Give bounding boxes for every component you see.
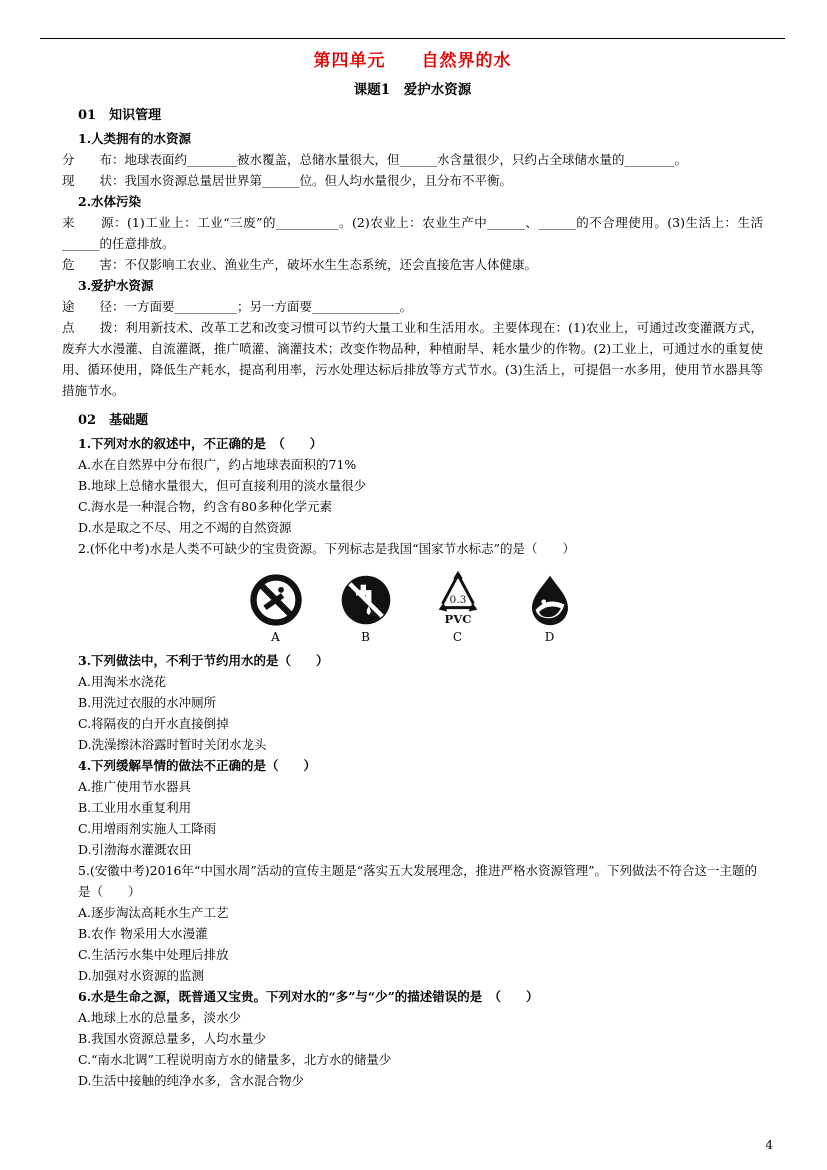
no-smoking-prohibition-icon xyxy=(249,573,303,627)
question-4-option-c: C.用增雨剂实施人工降雨 xyxy=(78,821,217,836)
section-02-heading: 02 基础题 xyxy=(78,413,149,428)
logo-option-label-a: A xyxy=(271,630,280,644)
lesson-title: 课题1 爱护水资源 xyxy=(353,82,472,98)
question-1-option-a: A.水在自然界中分布很广，约占地球表面积的71% xyxy=(78,457,357,472)
line-source: 来 源：(1)工业上：工业“三废”的__________。(2)农业上：农业生产中______、______的不合理使用。(3)生活上：生活______的任意排放。 xyxy=(62,215,763,251)
question-4-option-d: D.引渤海水灌溉农田 xyxy=(78,842,192,857)
question-3-option-a: A.用淘米水浇花 xyxy=(78,674,167,689)
question-4-stem: 4.下列缓解旱情的做法不正确的是（ ） xyxy=(78,758,317,773)
item-3-title: 3.爱护水资源 xyxy=(78,278,154,293)
question-6-stem: 6.水是生命之源，既普通又宝贵。下列对水的“多”与“少”的描述错误的是 （ ） xyxy=(78,989,539,1004)
logo-option-label-b: B xyxy=(361,630,370,644)
question-4-option-a: A.推广使用节水器具 xyxy=(78,779,192,794)
section-01-heading: 01 知识管理 xyxy=(78,108,162,123)
recycle-material-text: PVC xyxy=(444,612,471,627)
logo-options-row xyxy=(62,567,763,644)
logo-option-b xyxy=(339,573,393,644)
question-6-option-a: A.地球上水的总量多，淡水少 xyxy=(78,1010,242,1025)
logo-option-d xyxy=(523,573,577,644)
question-3-option-d: D.洗澡擦沐浴露时暂时关闭水龙头 xyxy=(78,737,267,752)
question-5-option-c: C.生活污水集中处理后排放 xyxy=(78,947,229,962)
item-2-title: 2.水体污染 xyxy=(78,194,142,209)
no-drinking-water-prohibition-icon xyxy=(339,573,393,627)
top-rule xyxy=(40,38,785,39)
question-3-stem: 3.下列做法中，不利于节约用水的是（ ） xyxy=(78,653,329,668)
national-water-saving-logo-icon xyxy=(523,573,577,627)
unit-title: 第四单元 自然界的水 xyxy=(313,51,512,71)
line-tips: 点 拨：利用新技术、改革工艺和改变习惯可以节约大量工业和生活用水。主要体现在：(1)农业上，可通过改变灌溉方式，废弃大水漫灌、自流灌溉，推广喷灌、滴灌技术；改变作物品种，种植耐旱、耗水量少的作物。(2)工业上，可通过水的重复使用、循环使用，降低生产耗水，提高利用率，污水处理达标后排放等方式节水。(3)生活上，可提倡一水多用，使用节水器具等措施节水。 xyxy=(62,320,763,398)
question-5-option-d: D.加强对水资源的监测 xyxy=(78,968,205,983)
question-6-option-c: C.“南水北调”工程说明南方水的储量多，北方水的储量少 xyxy=(78,1052,392,1067)
recycle-number-text: 0.3 xyxy=(449,592,466,606)
line-status: 现 状：我国水资源总量居世界第______位。但人均水量很少，且分布不平衡。 xyxy=(62,173,513,188)
pvc-recycling-symbol-icon xyxy=(429,567,487,627)
question-6-option-b: B.我国水资源总量多，人均水量少 xyxy=(78,1031,267,1046)
logo-option-a xyxy=(249,573,303,644)
question-2-stem: 2.(怀化中考)水是人类不可缺少的宝贵资源。下列标志是我国“国家节水标志”的是（ ） xyxy=(78,541,575,556)
question-5-option-b: B.农作 物采用大水漫灌 xyxy=(78,926,208,941)
question-3-option-b: B.用洗过衣服的水冲厕所 xyxy=(78,695,217,710)
line-ways: 途 径：一方面要__________；另一方面要______________。 xyxy=(62,299,413,314)
question-3-option-c: C.将隔夜的白开水直接倒掉 xyxy=(78,716,229,731)
line-harm: 危 害：不仅影响工农业、渔业生产，破坏水生生态系统，还会直接危害人体健康。 xyxy=(62,257,538,272)
page-number: 4 xyxy=(765,1138,773,1152)
logo-option-c xyxy=(429,567,487,644)
question-1-option-c: C.海水是一种混合物，约含有80多种化学元素 xyxy=(78,499,332,514)
line-distribution: 分 布：地球表面约________被水覆盖，总储水量很大，但______水含量很少，只约占全球储水量的________。 xyxy=(62,152,688,167)
question-1-stem: 1.下列对水的叙述中，不正确的是 （ ） xyxy=(78,436,323,451)
question-4-option-b: B.工业用水重复利用 xyxy=(78,800,192,815)
question-6-option-d: D.生活中接触的纯净水多，含水混合物少 xyxy=(78,1073,305,1088)
question-5-stem: 5.(安徽中考)2016年“中国水周”活动的宣传主题是“落实五大发展理念，推进严格水资源管理”。下列做法不符合这一主题的是（ ） xyxy=(78,863,758,899)
logo-option-label-d: D xyxy=(544,630,555,644)
question-1-option-b: B.地球上总储水量很大，但可直接利用的淡水量很少 xyxy=(78,478,367,493)
logo-option-label-c: C xyxy=(452,630,463,644)
question-1-option-d: D.水是取之不尽、用之不竭的自然资源 xyxy=(78,520,292,535)
item-1-title: 1.人类拥有的水资源 xyxy=(78,131,192,146)
question-5-option-a: A.逐步淘汰高耗水生产工艺 xyxy=(78,905,229,920)
